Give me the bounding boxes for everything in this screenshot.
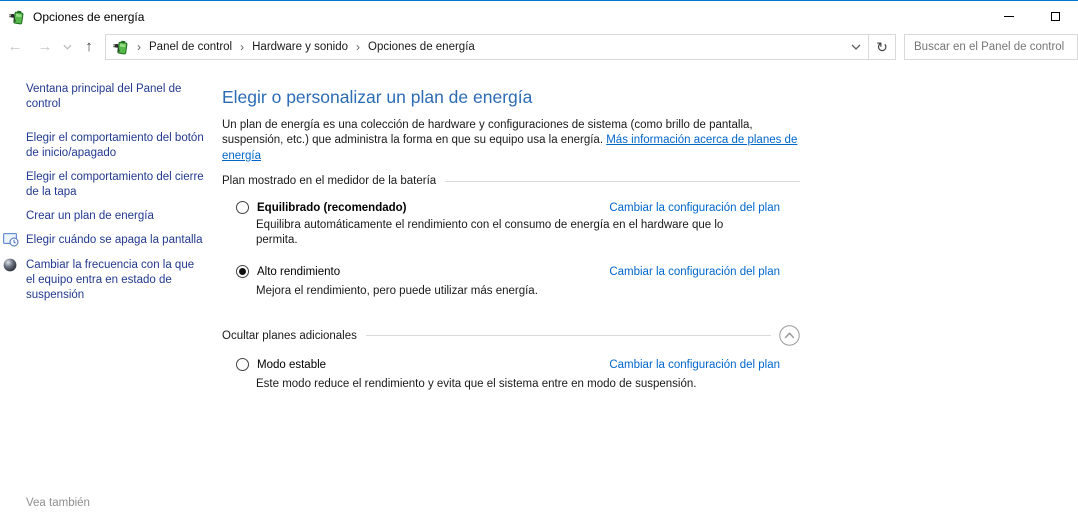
intro-paragraph [222, 118, 800, 164]
more-info-link[interactable]: Más información acerca de planes de energía [222, 134, 798, 162]
plan-radio-high-performance[interactable] [236, 265, 249, 278]
section-rule [445, 181, 800, 182]
breadcrumb-separator-icon: › [240, 40, 245, 54]
minimize-icon [1004, 16, 1014, 17]
address-dropdown-chevron-icon[interactable] [844, 35, 868, 59]
sidebar-item-create-power-plan[interactable]: Crear un plan de energía [26, 210, 154, 222]
power-options-app-icon [9, 9, 25, 25]
sidebar-item-display-off-time[interactable] [26, 233, 205, 248]
breadcrumb-control-panel[interactable]: Panel de control [149, 41, 233, 53]
plan-name[interactable]: Alto rendimiento [257, 265, 341, 278]
section-label: Plan mostrado en el medidor de la batería [222, 175, 437, 188]
collapse-additional-plans-button[interactable] [779, 325, 800, 346]
navigation-bar [0, 32, 1078, 62]
section-additional-plans [222, 325, 800, 346]
recent-pages-chevron-icon[interactable] [60, 44, 75, 50]
window-title: Opciones de energía [33, 9, 145, 24]
breadcrumb-separator-icon: › [356, 40, 361, 54]
section-battery-meter-plans [222, 175, 800, 187]
address-bar-controls [844, 35, 895, 59]
window-controls [986, 1, 1078, 32]
refresh-icon[interactable]: ↻ [876, 38, 888, 55]
intro-text: Un plan de energía es una colección de hardware y configuraciones de sistema (como brillo de pantalla, suspensión, etc.) que administra la forma en que su equipo usa la energía. [222, 119, 753, 147]
see-also-heading: Vea también [26, 497, 90, 509]
maximize-icon [1051, 12, 1060, 21]
back-button[interactable]: ← [7, 38, 23, 55]
change-plan-settings-link[interactable]: Cambiar la configuración del plan [609, 265, 780, 278]
control-panel-search-input[interactable] [905, 35, 1077, 59]
sleep-moon-icon [3, 258, 19, 272]
forward-button[interactable]: → [37, 38, 53, 55]
section-rule [366, 335, 771, 336]
section-label: Ocultar planes adicionales [222, 329, 357, 342]
address-bar[interactable] [105, 34, 896, 60]
plan-radio-balanced[interactable] [236, 201, 249, 214]
plan-row-stable-mode [222, 358, 800, 392]
sidebar-item-control-panel-home[interactable]: Ventana principal del Panel de control [26, 83, 182, 110]
breadcrumb-hardware-sound[interactable]: Hardware y sonido [252, 41, 349, 53]
minimize-button[interactable] [986, 1, 1032, 32]
change-plan-settings-link[interactable]: Cambiar la configuración del plan [609, 201, 780, 214]
display-clock-icon [3, 233, 19, 247]
breadcrumb-separator-icon: › [137, 40, 141, 54]
search-box [904, 34, 1078, 60]
plan-name[interactable]: Modo estable [257, 358, 327, 371]
plan-row-high-performance [222, 265, 800, 299]
breadcrumb-power-options[interactable]: Opciones de energía [368, 41, 475, 53]
plan-radio-stable-mode[interactable] [236, 358, 249, 371]
page-title: Elegir o personalizar un plan de energía [222, 87, 533, 107]
main-content [222, 63, 800, 392]
power-options-breadcrumb-icon [113, 39, 129, 55]
chevron-up-icon [779, 325, 800, 346]
titlebar [0, 1, 1078, 32]
sidebar-tasks [0, 63, 205, 313]
plan-description: Mejora el rendimiento, pero puede utilizar más energía. [256, 285, 538, 298]
maximize-button[interactable] [1032, 1, 1078, 32]
sidebar-item-label: Elegir cuándo se apaga la pantalla [26, 234, 203, 246]
sidebar-item-power-button-behavior[interactable]: Elegir el comportamiento del botón de inicio/apagado [26, 132, 204, 159]
sidebar-item-label: Cambiar la frecuencia con la que el equipo entra en estado de suspensión [26, 259, 195, 301]
sidebar-item-lid-close-behavior[interactable]: Elegir el comportamiento del cierre de la tapa [26, 171, 204, 198]
plan-description: Equilibra automáticamente el rendimiento con el consumo de energía en el hardware que lo permita. [256, 219, 724, 247]
sidebar-item-sleep-time[interactable] [26, 258, 205, 303]
plan-name[interactable]: Equilibrado (recomendado) [257, 201, 407, 214]
up-button[interactable]: ↑ [85, 38, 93, 55]
plan-description: Este modo reduce el rendimiento y evita que el sistema entre en modo de suspensión. [256, 378, 697, 391]
plan-row-balanced [222, 201, 800, 248]
change-plan-settings-link[interactable]: Cambiar la configuración del plan [609, 358, 780, 371]
